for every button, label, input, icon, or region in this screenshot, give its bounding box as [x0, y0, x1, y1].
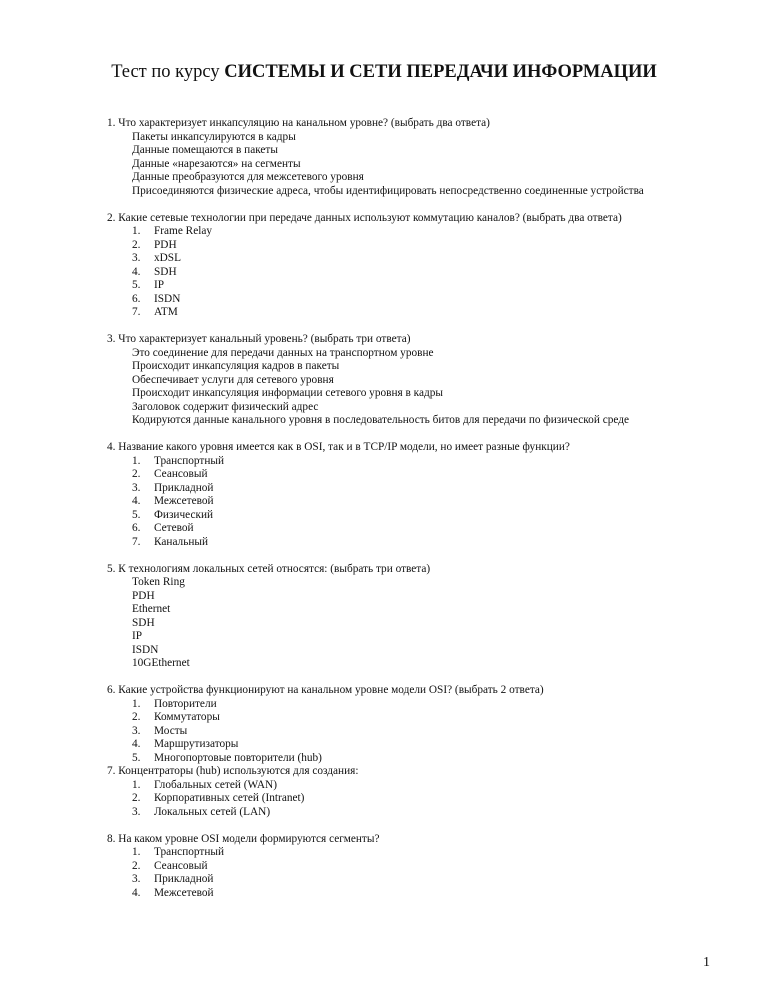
question-6	[107, 684, 727, 765]
question-8	[107, 833, 727, 901]
option-text: Маршрутизаторы	[154, 738, 239, 750]
option: 2. PDH	[132, 238, 177, 251]
option: 4. Маршрутизаторы	[132, 738, 239, 750]
option: Это соединение для передачи данных на транспортном уровне	[132, 346, 434, 359]
option: 5. Физический	[132, 508, 214, 521]
option: 2. Сеансовый	[132, 859, 208, 872]
page-number: 1	[703, 955, 710, 970]
option-text: IP	[154, 279, 165, 291]
options-list	[107, 225, 727, 320]
option: 4. Межсетевой	[132, 886, 214, 899]
option: 1. Транспортный	[132, 454, 225, 467]
question-4	[107, 441, 727, 549]
option-text: Frame Relay	[154, 225, 213, 237]
option: Происходит инкапсуляция информации сетевого уровня в кадры	[132, 387, 443, 399]
option: Данные помещаются в пакеты	[132, 144, 278, 156]
option: 3. Локальных сетей (LAN)	[132, 805, 271, 818]
question-text: 3. Что характеризует канальный уровень? (выбрать три ответа)	[107, 333, 411, 345]
option-text: Коммутаторы	[154, 711, 220, 723]
option-text: Корпоративных сетей (Intranet)	[154, 792, 305, 804]
option: 4. Межсетевой	[132, 495, 214, 507]
option: PDH	[132, 589, 155, 602]
page-title	[0, 62, 768, 83]
question-1	[107, 117, 727, 198]
option: 3. Прикладной	[132, 873, 214, 885]
question-text: 6. Какие устройства функционируют на канальном уровне модели OSI? (выбрать 2 ответа)	[107, 684, 544, 696]
title-prefix: Тест по курсу	[111, 62, 225, 82]
question-text: 8. На каком уровне OSI модели формируются сегменты?	[107, 832, 380, 845]
option-text: Повторители	[154, 697, 217, 710]
option: IP	[132, 630, 143, 642]
option: 2. Сеансовый	[132, 468, 208, 480]
option: Происходит инкапсуляция кадров в пакеты	[132, 360, 340, 372]
option: Данные «нарезаются» на сегменты	[132, 157, 301, 170]
option-text: PDH	[154, 238, 177, 251]
option: Присоединяются физические адреса, чтобы идентифицировать непосредственно соединенные устройства	[132, 184, 644, 197]
option: 7. Канальный	[132, 535, 209, 548]
option-text: Транспортный	[154, 846, 225, 858]
option-text: Мосты	[154, 724, 188, 737]
option: ISDN	[132, 643, 159, 656]
option: Обеспечивает услуги для сетевого уровня	[132, 373, 334, 386]
option: 1. Глобальных сетей (WAN)	[132, 778, 277, 791]
question-text: 1. Что характеризует инкапсуляцию на канальном уровне? (выбрать два ответа)	[107, 117, 490, 129]
option: 3. Прикладной	[132, 481, 214, 494]
option: Token Ring	[132, 576, 185, 588]
question-2	[107, 212, 727, 320]
option-text: Локальных сетей (LAN)	[154, 805, 271, 818]
question-5	[107, 563, 727, 671]
option-text: xDSL	[154, 252, 181, 264]
option-text: Прикладной	[154, 873, 214, 885]
question-text: 2. Какие сетевые технологии при передаче данных используют коммутацию каналов? (выбрать два ответа)	[107, 211, 622, 224]
option: 7. ATM	[132, 306, 178, 318]
option-text: Сеансовый	[154, 468, 208, 480]
option: 5. Многопортовые повторители (hub)	[132, 751, 322, 764]
option-text: Глобальных сетей (WAN)	[154, 778, 277, 791]
question-text: 5. К технологиям локальных сетей относятся: (выбрать три ответа)	[107, 562, 431, 575]
option-text: Транспортный	[154, 454, 225, 467]
test-content	[107, 117, 727, 914]
option-text: Физический	[154, 508, 214, 521]
option: 6. Сетевой	[132, 522, 194, 534]
option: Пакеты инкапсулируются в кадры	[132, 130, 296, 143]
option: Заголовок содержит физический адрес	[132, 400, 319, 413]
option: 1. Frame Relay	[132, 225, 213, 237]
option-text: Прикладной	[154, 481, 214, 494]
option-text: ISDN	[154, 292, 181, 305]
option-text: Канальный	[154, 535, 209, 548]
title-subject: СИСТЕМЫ И СЕТИ ПЕРЕДАЧИ ИНФОРМАЦИИ	[224, 62, 657, 82]
options-list	[107, 455, 727, 550]
options-list	[107, 779, 727, 820]
option: SDH	[132, 616, 155, 629]
option: 1. Транспортный	[132, 846, 225, 858]
question-text: 7. Концентраторы (hub) используются для создания:	[107, 765, 359, 777]
option-text: Многопортовые повторители (hub)	[154, 751, 322, 764]
option: 6. ISDN	[132, 292, 181, 305]
option-text: Сетевой	[154, 522, 194, 534]
option-text: ATM	[154, 306, 178, 318]
option: 5. IP	[132, 279, 165, 291]
question-3	[107, 333, 727, 428]
option-text: Межсетевой	[154, 495, 214, 507]
options-list	[107, 347, 727, 428]
options-list	[107, 131, 727, 199]
option: 1. Повторители	[132, 697, 217, 710]
options-list	[107, 698, 727, 766]
option: 2. Корпоративных сетей (Intranet)	[132, 792, 305, 804]
option: Кодируются данные канального уровня в последовательность битов для передачи по физической среде	[132, 414, 629, 426]
option: 10GEthernet	[132, 657, 190, 669]
option-text: SDH	[154, 265, 177, 278]
option: 2. Коммутаторы	[132, 711, 220, 723]
option: 3. xDSL	[132, 252, 181, 264]
option: 4. SDH	[132, 265, 177, 278]
option-text: Межсетевой	[154, 886, 214, 899]
option: 3. Мосты	[132, 724, 188, 737]
question-text: 4. Название какого уровня имеется как в OSI, так и в TCP/IP модели, но имеет разные функции?	[107, 441, 570, 453]
option: Ethernet	[132, 603, 171, 615]
options-list	[107, 846, 727, 900]
option-text: Сеансовый	[154, 859, 208, 872]
option: Данные преобразуются для межсетевого уровня	[132, 171, 364, 183]
question-7	[107, 765, 727, 819]
options-list	[107, 576, 727, 671]
